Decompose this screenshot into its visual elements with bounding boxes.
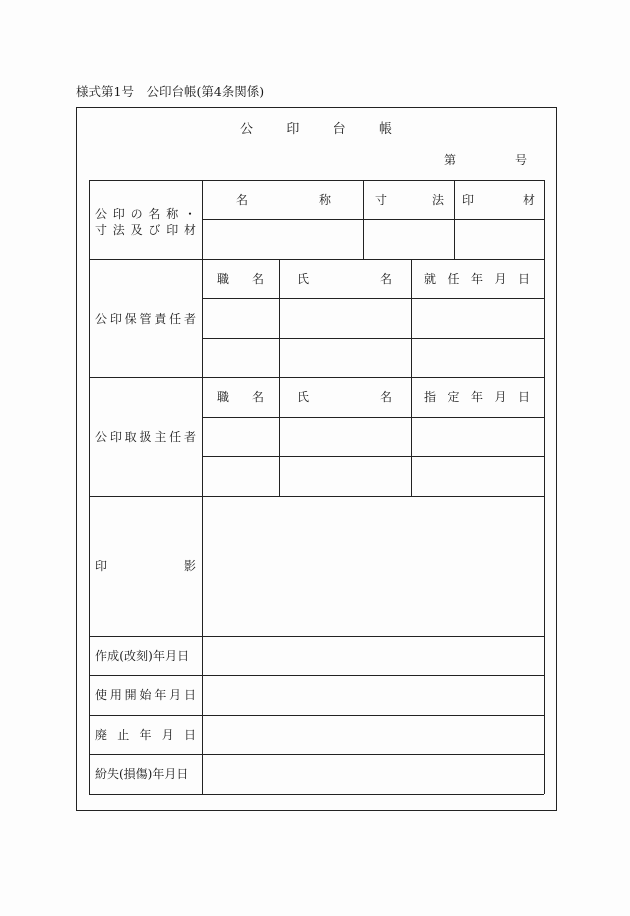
- column-header-name: 名 称: [236, 193, 331, 207]
- handler-label: 公 印 取 扱 主 任 者: [95, 430, 196, 444]
- handler-col-date: 指 定 年 月 日: [424, 390, 530, 404]
- custodian-col-date: 就 任 年 月 日: [424, 272, 530, 286]
- custodian-col-name: 氏 名: [297, 272, 392, 286]
- name-section-label-line2: 寸 法 及 び 印 材: [95, 223, 196, 237]
- name-section-label-line1: 公 印 の 名 称 ・: [95, 207, 196, 221]
- ledger-number: 第 号: [444, 153, 527, 167]
- custodian-col-title: 職 名: [217, 272, 264, 286]
- handler-col-title: 職 名: [217, 390, 264, 404]
- handler-col-name: 氏 名: [297, 390, 392, 404]
- ledger-title: 公 印 台 帳: [240, 122, 392, 137]
- start-use-date-label: 使 用 開 始 年 月 日: [95, 688, 196, 702]
- custodian-label: 公 印 保 管 責 任 者: [95, 312, 196, 326]
- column-header-size: 寸 法: [375, 193, 444, 207]
- created-date-label: 作成(改刻)年月日: [95, 649, 190, 663]
- column-header-material: 印 材: [462, 193, 535, 207]
- abolished-date-label: 廃 止 年 月 日: [95, 728, 196, 742]
- form-label: 様式第1号 公印台帳(第4条関係): [76, 84, 265, 99]
- lost-date-label: 紛失(損傷)年月日: [95, 767, 189, 781]
- impression-label: 印 影: [95, 559, 196, 573]
